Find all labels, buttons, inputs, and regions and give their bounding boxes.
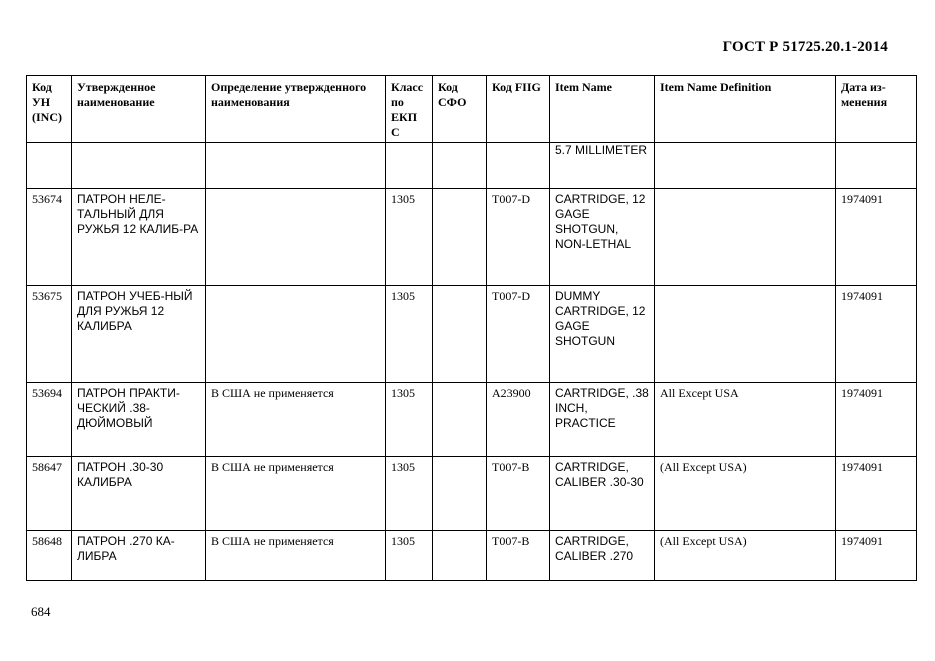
cell-inc [27, 143, 72, 189]
cell-sfo [433, 286, 487, 383]
cell-item-name: DUMMY CARTRIDGE, 12 GAGE SHOTGUN [550, 286, 655, 383]
cell-item-name: 5.7 MILLIMETER [550, 143, 655, 189]
table-row [27, 286, 917, 383]
cell-fiig: A23900 [487, 383, 550, 457]
cell-class: 1305 [386, 531, 433, 581]
cell-inc: 53694 [27, 383, 72, 457]
col-header-fiig: Код FIIG [487, 76, 550, 143]
cell-definition-ru [206, 189, 386, 286]
col-header-sfo: Код СФО [433, 76, 487, 143]
cell-date: 1974091 [836, 286, 917, 383]
cell-date [836, 143, 917, 189]
cell-name-ru: ПАТРОН НЕЛЕ-ТАЛЬНЫЙ ДЛЯ РУЖЬЯ 12 КАЛИБ-РА [72, 189, 206, 286]
table-row [27, 143, 917, 189]
cell-fiig: T007-D [487, 189, 550, 286]
cell-item-name: CARTRIDGE, CALIBER .270 [550, 531, 655, 581]
cell-fiig: T007-B [487, 457, 550, 531]
cell-definition-ru [206, 143, 386, 189]
cell-class: 1305 [386, 383, 433, 457]
cell-definition-ru: В США не применяется [206, 531, 386, 581]
cell-name-ru: ПАТРОН ПРАКТИ-ЧЕСКИЙ .38-ДЮЙМОВЫЙ [72, 383, 206, 457]
cell-inc: 53674 [27, 189, 72, 286]
cell-fiig: T007-B [487, 531, 550, 581]
cell-item-name: CARTRIDGE, CALIBER .30-30 [550, 457, 655, 531]
cell-class: 1305 [386, 457, 433, 531]
table-row [27, 531, 917, 581]
col-header-name-ru: Утвержденное наименование [72, 76, 206, 143]
cell-item-name: CARTRIDGE, 12 GAGE SHOTGUN, NON-LETHAL [550, 189, 655, 286]
item-table [26, 75, 917, 581]
cell-inc: 58647 [27, 457, 72, 531]
cell-item-definition: (All Except USA) [655, 457, 836, 531]
table-header-row [27, 76, 917, 143]
cell-name-ru [72, 143, 206, 189]
col-header-item-definition: Item Name Definition [655, 76, 836, 143]
cell-date: 1974091 [836, 189, 917, 286]
cell-name-ru: ПАТРОН .30-30 КАЛИБРА [72, 457, 206, 531]
cell-item-definition: (All Except USA) [655, 531, 836, 581]
cell-definition-ru: В США не применяется [206, 383, 386, 457]
cell-inc: 58648 [27, 531, 72, 581]
cell-fiig: T007-D [487, 286, 550, 383]
cell-sfo [433, 189, 487, 286]
table-row [27, 383, 917, 457]
cell-sfo [433, 143, 487, 189]
cell-class: 1305 [386, 189, 433, 286]
cell-item-definition: All Except USA [655, 383, 836, 457]
cell-date: 1974091 [836, 383, 917, 457]
cell-sfo [433, 457, 487, 531]
cell-sfo [433, 531, 487, 581]
table-row [27, 457, 917, 531]
col-header-date: Дата из-менения [836, 76, 917, 143]
cell-class [386, 143, 433, 189]
cell-item-definition [655, 143, 836, 189]
col-header-class: Класс по ЕКП С [386, 76, 433, 143]
col-header-inc: Код УН (INC) [27, 76, 72, 143]
page-number: 684 [31, 604, 51, 619]
cell-name-ru: ПАТРОН .270 КА-ЛИБРА [72, 531, 206, 581]
cell-class: 1305 [386, 286, 433, 383]
cell-date: 1974091 [836, 531, 917, 581]
cell-sfo [433, 383, 487, 457]
cell-item-definition [655, 286, 836, 383]
cell-definition-ru [206, 286, 386, 383]
document-header: ГОСТ Р 51725.20.1-2014 [722, 39, 888, 55]
cell-date: 1974091 [836, 457, 917, 531]
cell-inc: 53675 [27, 286, 72, 383]
table-row [27, 189, 917, 286]
col-header-item-name: Item Name [550, 76, 655, 143]
cell-item-name: CARTRIDGE, .38 INCH, PRACTICE [550, 383, 655, 457]
cell-fiig [487, 143, 550, 189]
cell-definition-ru: В США не применяется [206, 457, 386, 531]
col-header-definition-ru: Определение утвержденного наименования [206, 76, 386, 143]
cell-item-definition [655, 189, 836, 286]
cell-name-ru: ПАТРОН УЧЕБ-НЫЙ ДЛЯ РУЖЬЯ 12 КАЛИБРА [72, 286, 206, 383]
